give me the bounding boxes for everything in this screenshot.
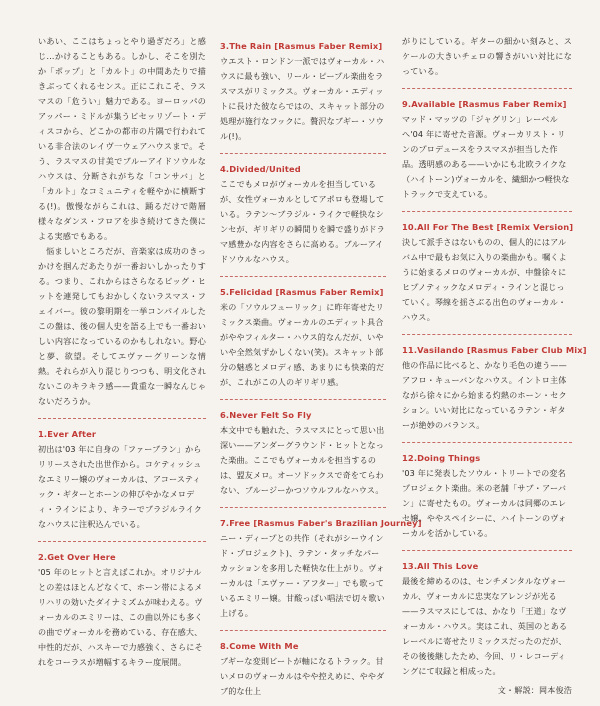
divider [38, 418, 206, 419]
track-section [220, 639, 386, 699]
track-section [402, 451, 572, 541]
track-description: '03 年に発表したソウル・トリートでの変名プロジェクト楽曲。米の老舗「サブ・アーバン」に寄せたもの。ヴォーカルは同郷のエレセ嬢。ややスペイシーに、ハイトーンのヴォーカルを活かしている。 [402, 468, 567, 538]
track-section [38, 550, 206, 670]
track-section [402, 220, 572, 325]
track-section [402, 97, 572, 202]
track-title: 1.Ever After [38, 429, 97, 439]
track-description: '05 年のヒットと言えばこれか。オリジナルとの差はほとんどなくて、ホーン帯によるメリハリの効いたダイナミズムが味わえる。ヴォーカルのエミリーは、この曲以外にも多くの曲でヴォーカルを務めている、存在感大、中性的だが、ハスキーで力感強く、さらにそれをコーラスが増幅するキラー度展開。 [38, 567, 203, 667]
divider [220, 153, 386, 154]
author-credit: 文・解説：岡本俊浩 [497, 685, 572, 695]
track-description: ウエスト・ロンドン一派ではヴォーカル・ハウスに最も強い、リール・ピープル楽曲をラスマスがリミックス。ヴォーカル・エディットに長けた彼ならではの、スキャット部分の処理が施行なフックに。贅沢なブギー・ソウル(!)。 [220, 56, 385, 141]
track-description: 決して派手さはないものの、個人的にはアルバム中で最もお気に入りの楽曲かも。嘱くように始まるメロのヴォーカルが、中盤徐々にヒプノティックなメロディ・ラインと混じっていく。琴線を揺さぶる出色のヴォーカル・ハウス。 [402, 237, 567, 322]
divider [220, 276, 386, 277]
track-description: ニー・ディープとの共作（それがシーウインド・プロジェクト)、ラテン・タッチなパーカッションを多用した軽快な仕上がり。ヴォーカルは「エヴァー・アフター」でも歌っているエミリー嬢。甘酸っぱい唱法で切々歌い上げる。 [220, 533, 385, 618]
divider [402, 442, 572, 443]
track-section [220, 39, 386, 144]
track-section [220, 516, 422, 621]
column-2 [220, 39, 422, 699]
track-description: 最後を締めるのは、センチメンタルなヴォーカル、ヴォーカルに忠実なアレンジが光る——ラスマスにしては、かなり「王道」なヴォーカル・ハウス。実はこれ、英国のとあるレーベルに寄せたリミックスだったのだが、その後後継したため、今回、リ・レコーディングにて収録と相成った。 [402, 576, 568, 676]
track-section [220, 408, 386, 498]
divider [402, 88, 572, 89]
track-section [402, 343, 587, 433]
track-title: 4.Divided/United [220, 164, 301, 174]
column-1 [38, 34, 206, 670]
track-title: 13.All This Love [402, 561, 479, 571]
track-title: 3.The Rain [Rasmus Faber Remix] [220, 41, 383, 51]
track-title: 10.All For The Best [Remix Version] [402, 222, 574, 232]
track-title: 7.Free [Rasmus Faber's Brazilian Journey] [220, 518, 422, 528]
track-section [38, 427, 206, 532]
track-title: 9.Available [Rasmus Faber Remix] [402, 99, 567, 109]
track-title: 12.Doing Things [402, 453, 481, 463]
track-title: 11.Vasilando [Rasmus Faber Club Mix] [402, 345, 587, 355]
divider [220, 630, 386, 631]
track-title: 6.Never Felt So Fly [220, 410, 312, 420]
track-description: ここでもメロがヴォーカルを担当しているが、女性ヴォーカルとしてアポロも登場している。ラテン〜ブラジル・ライクで軽快なシンセが、ギリギリの瞬間りを瞬で盛りがドラマ感豊かな内容をさらに高める。ブルーアイドソウルなハウス。 [220, 179, 385, 264]
track-description: ブギーな変則ビートが軸になるトラック。甘いメロのヴォーカルはやや控えめに、ややダブ的な仕上 [220, 656, 385, 696]
track-description: 米の「ソウルフューリック」に昨年寄せたリミックス楽曲。ヴォーカルのエディット具合がややフィルター・ハウス的なんだが、いやいや全然気ずかしくない(笑)。スキャット部分の魅惑とメロディ感、あまりにも快楽的だが、これがこの人のギリギリ感。 [220, 302, 385, 387]
track-title: 8.Come With Me [220, 641, 299, 651]
divider [402, 211, 572, 212]
divider [38, 541, 206, 542]
divider [220, 399, 386, 400]
column-3 [402, 34, 587, 706]
track-title: 2.Get Over Here [38, 552, 116, 562]
track-section [220, 285, 386, 390]
continued-text: がりにしている。ギターの細かい刻みと、スケールの大きいチェロの響きがいい対比になっている。 [402, 36, 572, 76]
divider [402, 334, 572, 335]
intro-paragraph: いあい、ここはちょっとやり過ぎだろ」と感じ…かけることもある。しかし、そこを別たか「ポップ」と「カルト」の中間あたりで描きぶってくれるセンス。正にこれこそ、ラスマスの「危うい」魅力である。ヨーロッパのアッパー・ミドルが集うビセッリゾート・ディスコから、どこかの都市の片隅で行われている非合法のレイヴ一ウェアハウスまで。そう、ラスマスの甘美でブルーアイドソウルなハウスは、分断されがちな「コンサバ」と「カルト」なコミュニティを軽やかに横断する(!)。傲慢ながらこれは、踊るだけで階層様々なダンス・フロアを歩き続けてきた僕による実感でもある。 [38, 36, 206, 241]
track-section [402, 559, 572, 679]
divider [402, 550, 572, 551]
track-description: 本文中でも触れた、ラスマスにとって思い出深い——アンダーグラウンド・ヒットとなった楽曲。ここでもヴォーカルを担当するのは、盟友メロ。オーソドックスで奇をてらわない、ブルージーかつソウルフルなハウス。 [220, 425, 385, 495]
track-title: 5.Felicidad [Rasmus Faber Remix] [220, 287, 384, 297]
track-description: 初出は'03 年に自身の「ファーブラン」からリリースされた出世作から。コケティッシュなエミリー嬢のヴォーカルは、アコースティック・ギターとホーンの伸びやかなメロディ・ラインにより、キラーでブラジルライクなハウスに注釈込んでいる。 [38, 444, 203, 529]
track-description: マッド・マッツの「ジャグリン」レーベルへ'04 年に寄せた音源。ヴォーカリスト・リンのプロデュースをラスマスが担当した作品。透明感のある——いかにも北欧ライクな（ハイトーン)ヴォーカルを、繊細かつ軽快なトラックで支えている。 [402, 114, 570, 199]
intro-paragraph: 悩ましいところだが、音楽家は成功のきっかけを掴んだあたりが一番おいしかったりする。つまり、これからはさらなるビッグ・ヒットを連発してもおかしくないラスマス・フェイバー。彼の黎明期を一挙コンパイルしたこの盤は、後の個人史を語る上でも一番おいしい内容になっているのかもしれない。野心と夢、欲望。そしてエヴァーグリーンな情熱。それらが入り混じりつつも、明文化されないこのキラキラ感——貴重な一瞬なんじゃないだろうか。 [38, 246, 206, 406]
divider [220, 507, 386, 508]
track-description: 他の作品に比べると、かなり毛色の違う——アフロ・キューバンなハウス。イントロ主体ながら徐々にから始まる灼熱のホーン・セクション。いい対比になっているラテン・ギターが絶妙のバランス。 [402, 360, 567, 430]
track-section [220, 162, 386, 267]
